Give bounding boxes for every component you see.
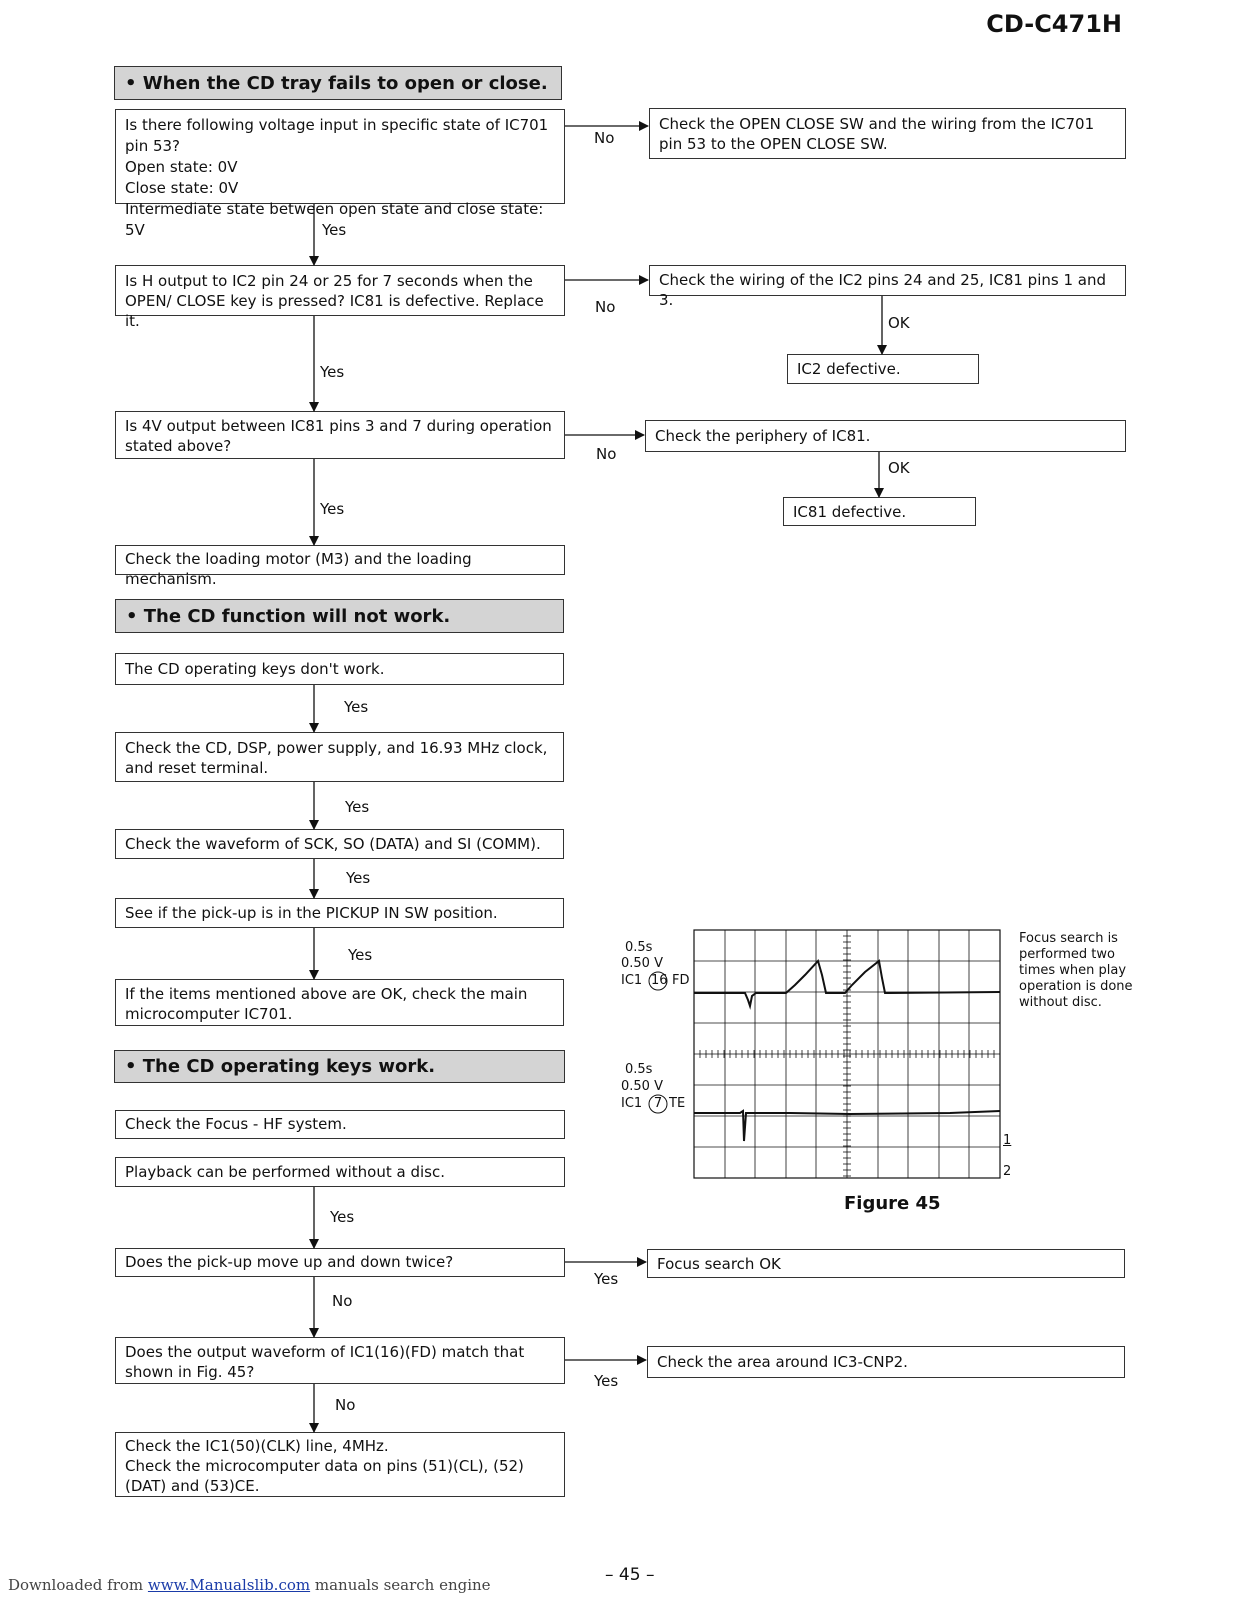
- label-yes-7: Yes: [348, 946, 373, 964]
- figure-caption: Figure 45: [844, 1193, 941, 1214]
- ch2-ic: IC1: [621, 1096, 643, 1111]
- oscilloscope-figure: [694, 930, 1000, 1178]
- step-check-cd-dsp: Check the CD, DSP, power supply, and 16.93 MHz clock, and reset terminal.: [115, 732, 564, 782]
- marker-1: 1: [1003, 1133, 1012, 1148]
- question-4v-output-ic81: Is 4V output between IC81 pins 3 and 7 during operation stated above?: [115, 411, 565, 459]
- section-header-tray: • When the CD tray fails to open or close.: [114, 66, 562, 100]
- ch1-ic: IC1: [621, 973, 643, 988]
- label-yes-2: Yes: [320, 363, 345, 381]
- result-check-loading-motor: Check the loading motor (M3) and the loading mechanism.: [115, 545, 565, 575]
- footer: [8, 1576, 491, 1594]
- result-focus-search-ok: Focus search OK: [647, 1249, 1125, 1278]
- result-check-clk-line: Check the IC1(50)(CLK) line, 4MHz. Check the microcomputer data on pins (51)(CL), (52)(DAT) and (53)CE.: [115, 1432, 565, 1497]
- label-ok-1: OK: [888, 314, 910, 332]
- step-playback-without-disc: Playback can be performed without a disc.: [115, 1157, 565, 1187]
- step-check-ic701: If the items mentioned above are OK, check the main microcomputer IC701.: [115, 979, 564, 1026]
- label-no-4: No: [332, 1292, 353, 1310]
- footer-link[interactable]: www.Manualslib.com: [147, 1576, 311, 1594]
- ch1-pin: 16: [651, 973, 668, 988]
- label-no-1: No: [594, 129, 615, 147]
- ch1-volt: 0.50 V: [621, 956, 663, 971]
- page-number: – 45 –: [605, 1565, 655, 1585]
- label-yes-3: Yes: [320, 500, 345, 518]
- figure-note: Focus search is performed two times when play operation is done without disc.: [1019, 931, 1133, 1010]
- result-check-periphery-ic81: Check the periphery of IC81.: [645, 420, 1126, 452]
- step-check-focus-hf: Check the Focus - HF system.: [115, 1110, 565, 1139]
- section-header-function: • The CD function will not work.: [115, 599, 564, 633]
- footer-suffix: manuals search engine: [310, 1576, 491, 1594]
- label-no-3: No: [596, 445, 617, 463]
- label-yes-6: Yes: [346, 869, 371, 887]
- step-pickup-position: See if the pick-up is in the PICKUP IN SW position.: [115, 898, 564, 928]
- ch2-signal: TE: [669, 1096, 686, 1111]
- label-yes-8: Yes: [330, 1208, 355, 1226]
- result-check-ic3-cnp2: Check the area around IC3-CNP2.: [647, 1346, 1125, 1378]
- label-yes-9: Yes: [594, 1270, 619, 1288]
- question-h-output-ic2: Is H output to IC2 pin 24 or 25 for 7 seconds when the OPEN/ CLOSE key is pressed? IC81 is defective. Replace it.: [115, 265, 565, 316]
- ch2-volt: 0.50 V: [621, 1079, 663, 1094]
- result-ic2-defective: IC2 defective.: [787, 354, 979, 384]
- step-keys-dont-work: The CD operating keys don't work.: [115, 653, 564, 685]
- result-ic81-defective: IC81 defective.: [783, 497, 976, 526]
- label-no-2: No: [595, 298, 616, 316]
- ch1-signal: FD: [672, 973, 690, 988]
- result-check-wiring-ic2: Check the wiring of the IC2 pins 24 and 25, IC81 pins 1 and 3.: [649, 265, 1126, 296]
- question-voltage-pin53: Is there following voltage input in specific state of IC701 pin 53? Open state: 0V Close state: 0V Intermediate state between open state and close state: 5V: [115, 109, 565, 204]
- result-check-open-close-sw: Check the OPEN CLOSE SW and the wiring from the IC701 pin 53 to the OPEN CLOSE SW.: [649, 108, 1126, 159]
- label-yes-4: Yes: [344, 698, 369, 716]
- marker-2: 2: [1003, 1164, 1012, 1179]
- label-no-5: No: [335, 1396, 356, 1414]
- label-ok-2: OK: [888, 459, 910, 477]
- ch1-time: 0.5s: [625, 940, 653, 955]
- label-yes-10: Yes: [594, 1372, 619, 1390]
- ch2-pin: 7: [653, 1096, 663, 1111]
- label-yes-1: Yes: [322, 221, 347, 239]
- ch2-time: 0.5s: [625, 1062, 653, 1077]
- label-yes-5: Yes: [345, 798, 370, 816]
- footer-prefix: Downloaded from: [8, 1576, 148, 1594]
- step-check-waveform-sck: Check the waveform of SCK, SO (DATA) and SI (COMM).: [115, 829, 564, 859]
- question-pickup-up-down: Does the pick-up move up and down twice?: [115, 1248, 565, 1277]
- section-header-keys-work: • The CD operating keys work.: [114, 1050, 565, 1083]
- question-fd-waveform-match: Does the output waveform of IC1(16)(FD) match that shown in Fig. 45?: [115, 1337, 565, 1384]
- model-number: CD-C471H: [986, 10, 1122, 38]
